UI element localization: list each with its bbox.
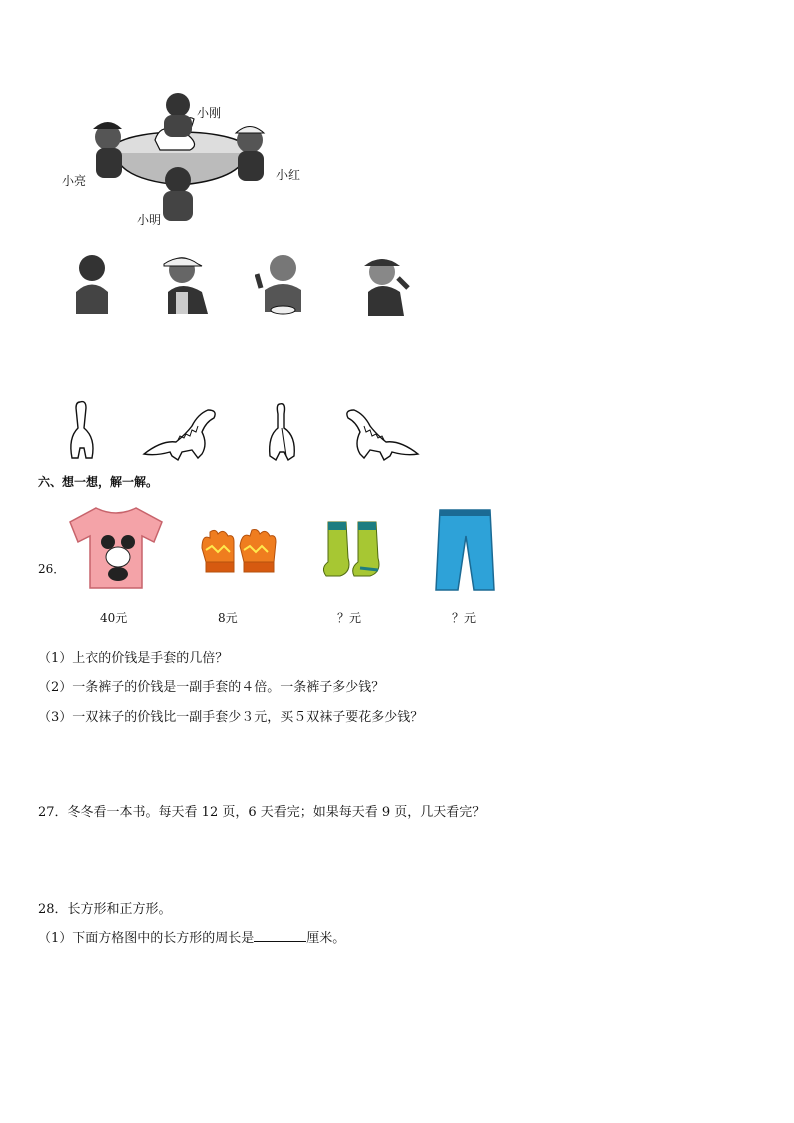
q28-sub1: [38, 927, 345, 946]
q28-sub1-before: （1）下面方格图中的长方形的周长是: [38, 931, 255, 946]
dinosaur-view-side-right: [340, 404, 420, 462]
q26-number: 26．: [38, 562, 66, 576]
child-xiaoming-head: [165, 167, 191, 193]
gloves-price: 8元: [218, 611, 238, 625]
label-xiaogang: 小刚: [197, 106, 222, 120]
q28-sub1-after: 厘米。: [306, 931, 346, 946]
dinosaur-view-side-left: [142, 404, 222, 462]
q27-text: 27．冬冬看一本书。每天看 12 页，6 天看完；如果每天看 9 页，几天看完？: [38, 805, 486, 820]
label-xiaohong: 小红: [276, 168, 301, 182]
socks-price: ？元: [337, 611, 362, 625]
table-scene-illustration: [60, 85, 310, 235]
q26-sub1: （1）上衣的价钱是手套的几倍？: [38, 651, 229, 666]
q26-sub2: （2）一条裤子的价钱是一副手套的４倍。一条裤子多少钱？: [38, 680, 385, 695]
shirt-picture: [66, 502, 166, 592]
socks-picture: [320, 518, 396, 584]
dinosaur-view-front: [62, 398, 102, 464]
child-view-front-cap: [358, 252, 414, 318]
shirt-price: 40元: [100, 611, 128, 625]
child-view-back-waving: [255, 252, 311, 316]
section-6-heading: 六、想一想，解一解。: [38, 475, 159, 489]
pants-price: ？元: [452, 611, 477, 625]
answer-blank[interactable]: [254, 929, 306, 942]
gloves-picture: [198, 528, 280, 584]
label-xiaoliang: 小亮: [62, 174, 87, 188]
dinosaur-view-back: [262, 400, 302, 466]
pants-picture: [432, 506, 498, 594]
child-view-side-cap: [158, 252, 216, 316]
child-xiaogang-head: [166, 93, 190, 117]
q26-sub3: （3）一双袜子的价钱比一副手套少３元，买５双袜子要花多少钱？: [38, 710, 424, 725]
q28-title: 28．长方形和正方形。: [38, 902, 172, 917]
label-xiaoming: 小明: [137, 213, 162, 227]
child-view-back: [68, 252, 116, 316]
